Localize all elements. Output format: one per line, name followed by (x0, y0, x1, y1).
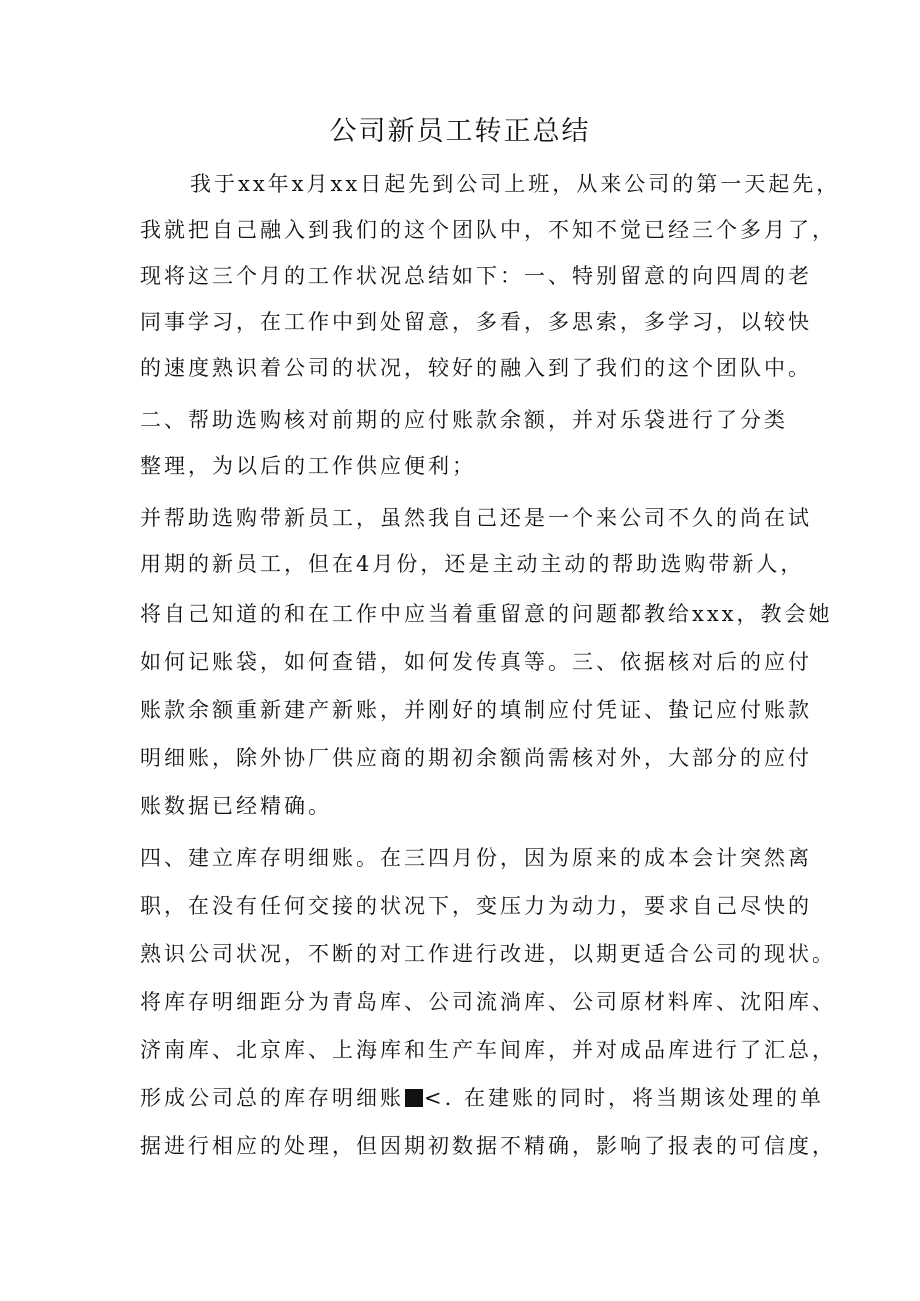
paragraph-line-11: 如何记账袋，如何查错，如何发传真等。三、依据核对后的应付 (140, 650, 812, 674)
paragraph-line-14: 账数据已经精确。 (140, 794, 332, 818)
paragraph-line-15: 四、建立库存明细账。在三四月份，因为原来的成本会计突然离 (140, 846, 812, 870)
paragraph-line-9: 用期的新员工，但在4月份，还是主动主动的帮助选购带新人， (140, 552, 805, 576)
paragraph-line-7: 整理，为以后的工作供应便利； (140, 454, 476, 478)
paragraph-line-8: 并帮助选购带新员工，虽然我自己还是一个来公司不久的尚在试 (140, 506, 812, 530)
paragraph-line-1: 我于xx年x月xx日起先到公司上班，从来公司的第一天起先， (190, 172, 841, 196)
paragraph-line-5: 的速度熟识着公司的状况，较好的融入到了我们的这个团队中。 (140, 356, 812, 380)
document-title: 公司新员工转正总结 (329, 116, 591, 147)
paragraph-line-18: 将库存明细距分为青岛库、公司流淌库、公司原材料库、沈阳库、 (140, 990, 836, 1014)
paragraph-line-10: 将自己知道的和在工作中应当着重留意的问题都教给xxx，教会她 (140, 602, 833, 626)
paragraph-line-2: 我就把自己融入到我们的这个团队中，不知不觉已经三个多月了， (140, 218, 836, 242)
line-text-after-mark: <. 在建账的同时，将当期该处理的单 (424, 1086, 824, 1110)
paragraph-line-12: 账款余额重新建产新账，并刚好的填制应付凭证、蛰记应付账款 (140, 698, 812, 722)
paragraph-line-20 (140, 1080, 824, 1116)
paragraph-line-17: 熟识公司状况，不断的对工作进行改进，以期更适合公司的现状。 (140, 942, 836, 966)
black-square-mark (405, 1089, 423, 1107)
paragraph-line-16: 职，在没有任何交接的状况下，变压力为动力，要求自己尽快的 (140, 894, 812, 918)
paragraph-line-21: 据进行相应的处理，但因期初数据不精确，影响了报表的可信度， (140, 1134, 836, 1158)
paragraph-line-4: 同事学习，在工作中到处留意，多看，多思索，多学习，以较快 (140, 310, 812, 334)
paragraph-line-13: 明细账，除外协厂供应商的期初余额尚需核对外，大部分的应付 (140, 746, 812, 770)
paragraph-line-6: 二、帮助选购核对前期的应付账款余额，并对乐袋进行了分类 (140, 408, 788, 432)
line-text-before-mark: 形成公司总的库存明细账 (140, 1086, 404, 1110)
paragraph-line-3: 现将这三个月的工作状况总结如下：一、特别留意的向四周的老 (140, 264, 812, 288)
paragraph-line-19: 济南库、北京库、上海库和生产车间库，并对成品库进行了汇总， (140, 1038, 836, 1062)
